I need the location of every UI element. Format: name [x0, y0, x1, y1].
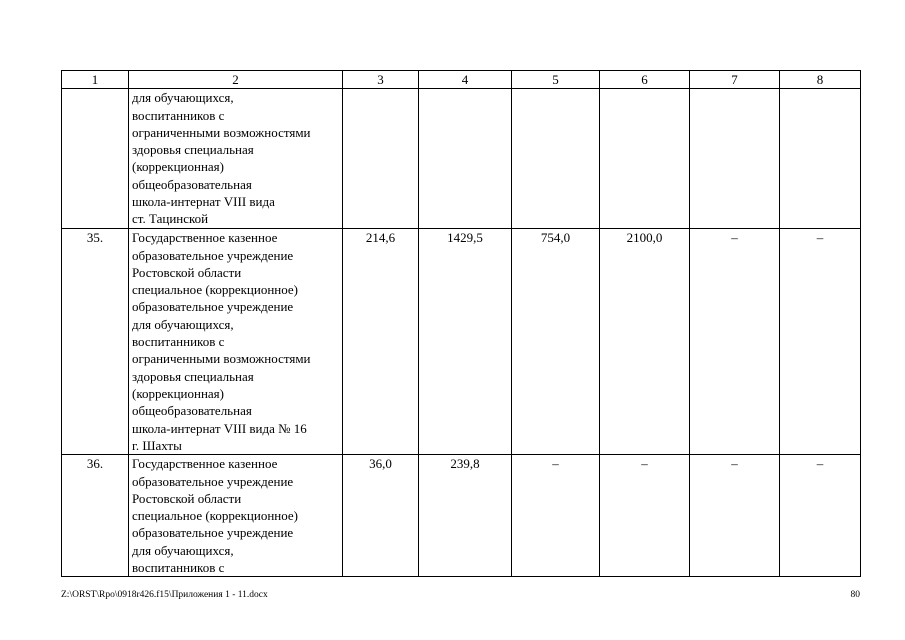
cell-col3	[343, 89, 419, 229]
column-header: 5	[512, 71, 600, 89]
cell-col8: –	[780, 455, 861, 577]
cell-col7: –	[690, 455, 780, 577]
table-row	[62, 229, 861, 455]
institution-name: для обучающихся, воспитанников с ограниченными возможностями здоровья специальная (коррекционная) общеобразовательная школа-интернат VIII вида ст. Тацинской	[129, 89, 343, 229]
column-header: 8	[780, 71, 861, 89]
column-header: 3	[343, 71, 419, 89]
table-row	[62, 455, 861, 577]
table-header-row	[62, 71, 861, 89]
table-row	[62, 89, 861, 229]
row-number: 36.	[62, 455, 129, 577]
cell-col5: –	[512, 455, 600, 577]
column-header: 4	[419, 71, 512, 89]
cell-col7: –	[690, 229, 780, 455]
column-header: 2	[129, 71, 343, 89]
column-header: 1	[62, 71, 129, 89]
cell-col3: 36,0	[343, 455, 419, 577]
cell-col8: –	[780, 229, 861, 455]
cell-col4	[419, 89, 512, 229]
cell-col4: 239,8	[419, 455, 512, 577]
cell-col8	[780, 89, 861, 229]
footer-file-path: Z:\ORST\Rpo\0918r426.f15\Приложения 1 - 11.docx	[61, 590, 268, 600]
column-header: 7	[690, 71, 780, 89]
institution-name: Государственное казенное образовательное учреждение Ростовской области специальное (коррекционное) образовательное учреждение для обучающихся, воспитанников с	[129, 455, 343, 577]
cell-col5	[512, 89, 600, 229]
row-number	[62, 89, 129, 229]
cell-col3: 214,6	[343, 229, 419, 455]
row-number: 35.	[62, 229, 129, 455]
page-number: 80	[850, 590, 860, 600]
cell-col7	[690, 89, 780, 229]
cell-col5: 754,0	[512, 229, 600, 455]
cell-col6	[600, 89, 690, 229]
institution-name: Государственное казенное образовательное учреждение Ростовской области специальное (коррекционное) образовательное учреждение для обучающихся, воспитанников с ограниченными возможностями здоровья специальная (коррекционная) общеобразовательная школа-интернат VIII вида № 16 г. Шахты	[129, 229, 343, 455]
cell-col6: 2100,0	[600, 229, 690, 455]
cell-col4: 1429,5	[419, 229, 512, 455]
cell-col6: –	[600, 455, 690, 577]
column-header: 6	[600, 71, 690, 89]
data-table	[61, 70, 861, 577]
